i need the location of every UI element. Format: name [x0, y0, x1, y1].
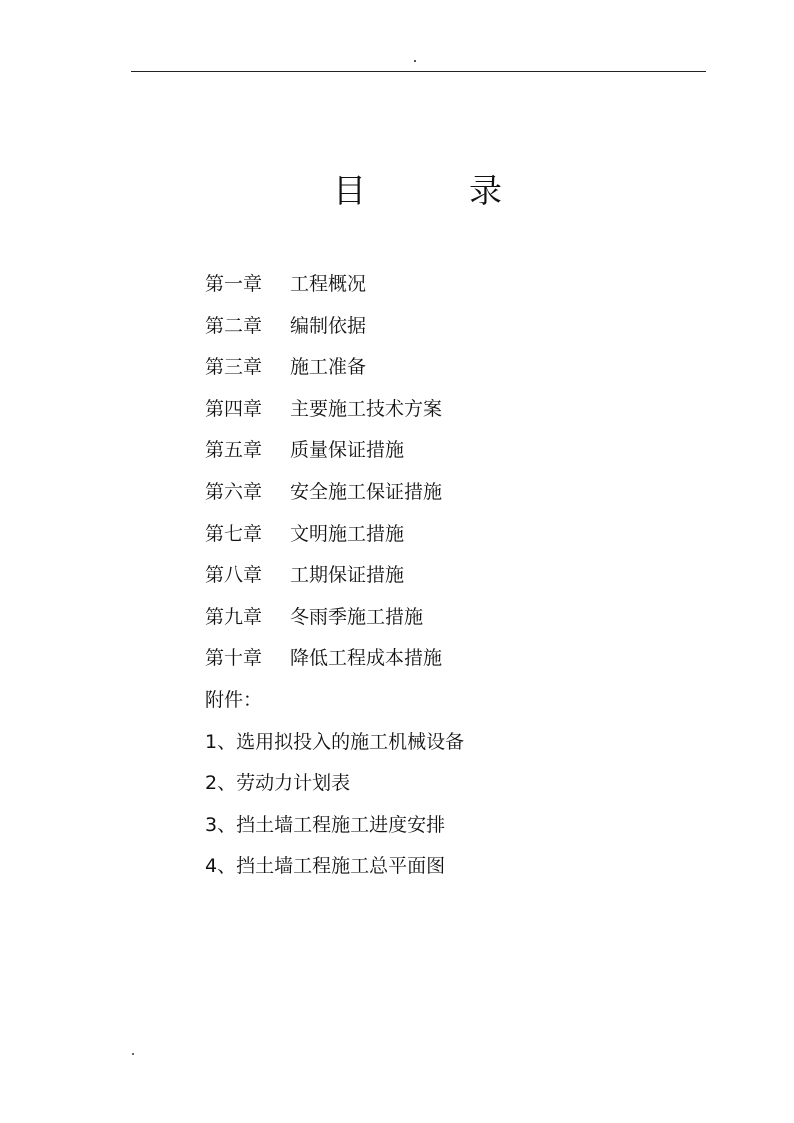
appendix-item: 2、劳动力计划表	[205, 772, 351, 795]
chapter-number: 第四章	[205, 397, 263, 420]
appendix-item: 4、挡土墙工程施工总平面图	[205, 855, 446, 878]
toc-item	[205, 597, 464, 639]
chapter-number: 第八章	[205, 564, 263, 587]
header-rule	[131, 71, 706, 72]
table-of-contents	[205, 264, 464, 888]
appendix-item: 1、选用拟投入的施工机械设备	[205, 730, 465, 753]
chapter-title: 施工准备	[290, 356, 367, 379]
toc-item	[205, 514, 464, 556]
chapter-number: 第六章	[205, 480, 263, 503]
chapter-number: 第五章	[205, 439, 263, 462]
toc-item	[205, 264, 464, 306]
chapter-number: 第七章	[205, 522, 263, 545]
chapter-title: 工期保证措施	[290, 564, 405, 587]
chapter-number: 第三章	[205, 356, 263, 379]
toc-item	[205, 638, 464, 680]
page-title-char-1: 目	[333, 171, 366, 210]
chapter-title: 主要施工技术方案	[290, 397, 443, 420]
toc-item	[205, 306, 464, 348]
chapter-number: 第一章	[205, 273, 263, 295]
chapter-title: 冬雨季施工措施	[290, 605, 424, 628]
toc-item	[205, 472, 464, 514]
header-dot	[414, 60, 416, 62]
footer-dot	[132, 1053, 134, 1055]
chapter-title: 编制依据	[290, 314, 367, 337]
chapter-title: 文明施工措施	[290, 522, 405, 545]
appendix-item: 3、挡土墙工程施工进度安排	[205, 813, 446, 836]
toc-item	[205, 430, 464, 472]
chapter-title: 工程概况	[290, 273, 367, 295]
toc-item	[205, 347, 464, 389]
chapter-number: 第九章	[205, 605, 263, 628]
toc-item	[205, 555, 464, 597]
page-title	[0, 168, 794, 214]
chapter-title: 质量保证措施	[290, 439, 405, 462]
chapter-number: 第十章	[205, 647, 263, 670]
chapter-title: 降低工程成本措施	[290, 647, 443, 670]
toc-item	[205, 389, 464, 431]
appendix-list	[205, 722, 464, 888]
page-title-char-2: 录	[469, 171, 502, 210]
chapter-title: 安全施工保证措施	[290, 480, 443, 503]
appendix-label: 附件：	[205, 688, 263, 711]
chapter-number: 第二章	[205, 314, 263, 337]
